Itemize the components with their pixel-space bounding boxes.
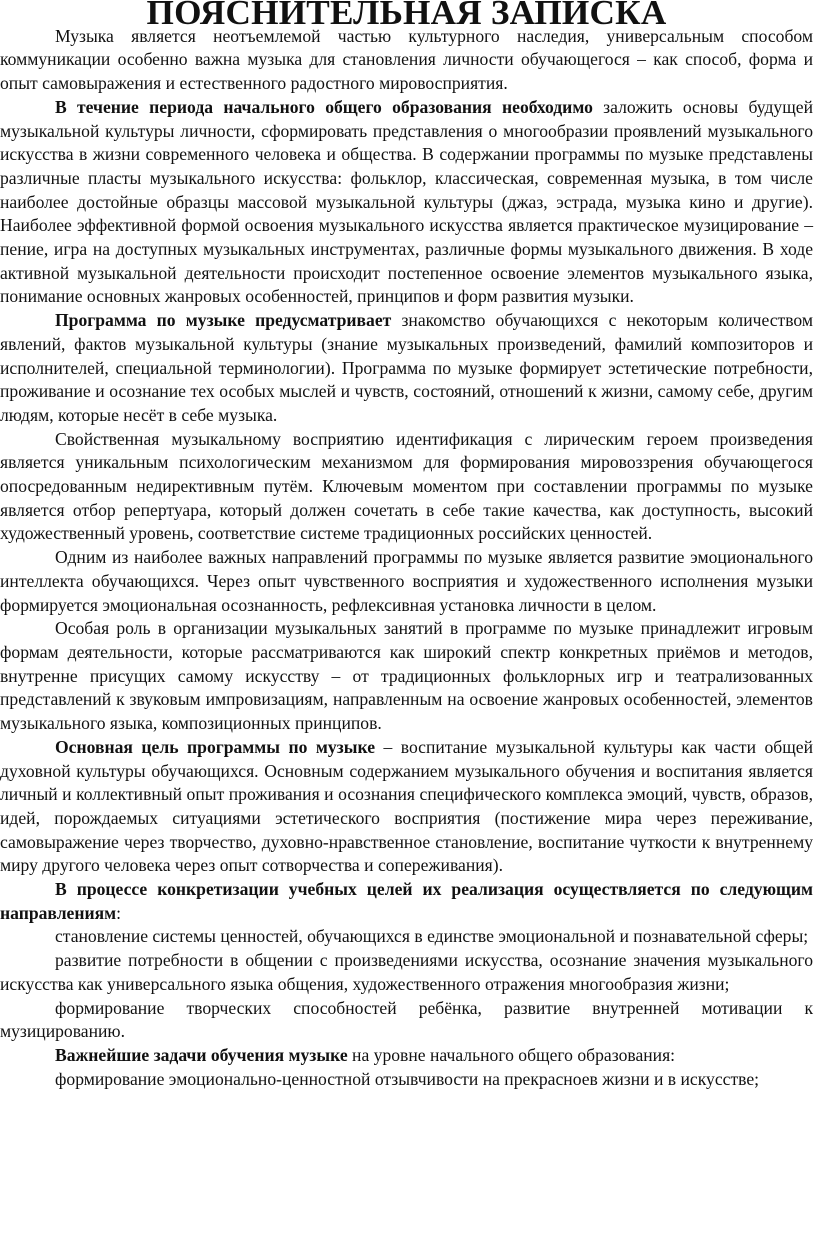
paragraph-text: знакомство обучающихся с некоторым количеством явлений, фактов музыкальной культуры (знание музыкальных произведений, фамилий композиторов и исполнителей, специальной терминологии). Программа по музыке формирует эстетические потребности, проживание и осознание тех особых мыслей и чувств, состояний, отношений к жизни, самому себе, другим людям, которые несёт в себе музыка.	[0, 310, 814, 425]
paragraph-text: Одним из наиболее важных направлений программы по музыке является развитие эмоционального интеллекта обучающихся. Через опыт чувственного восприятия и художественного исполнения музыки формируется эмоциональная осознанность, рефлексивная установка личности в целом.	[0, 547, 813, 615]
paragraph-lead: Программа по музыке предусматривает	[55, 310, 392, 331]
paragraph-text: – воспитание музыкальной культуры как части общей духовной культуры обучающихся. Основным содержанием музыкального обучения и воспитания является личный и коллективный опыт проживания и осознания специфического комплекса эмоций, чувств, образов, идей, порождаемых ситуациями эстетического восприятия (постижение мира через переживание, самовыражение через творчество, духовно-нравственное становление, воспитание чуткости к внутреннему миру другого человека через опыт сотворчества и сопереживания).	[0, 736, 813, 876]
paragraph-text: Музыка является неотъемлемой частью культурного наследия, универсальным способом коммуникации особенно важна музыка для становления личности обучающегося – как способ, форма и опыт самовыражения и естественного радостного мировосприятия.	[0, 25, 813, 94]
paragraph-text: на уровне начального общего образования:	[347, 1044, 676, 1065]
paragraph-game-forms	[0, 617, 813, 736]
paragraph-key-tasks	[0, 1044, 813, 1068]
paragraph-text: заложить основы будущей музыкальной культуры личности, сформировать представления о многообразии проявлений музыкального искусства в жизни современного человека и общества. В содержании программы по музыке представлены различные пласты музыкального искусства: фольклор, классическая, современная музыка, в том числе наиболее достойные образцы массовой музыкальной культуры (джаз, эстрада, музыка кино и другие). Наиболее эффективной формой освоения музыкального искусства является практическое музицирование – пение, игра на доступных музыкальных инструментах, различные формы музыкального движения. В ходе активной музыкальной деятельности происходит постепенное освоение элементов музыкального языка, понимание основных жанровых особенностей, принципов и форм развития музыки.	[0, 96, 813, 307]
paragraph-program-provides	[0, 309, 813, 428]
paragraph-text: Особая роль в организации музыкальных занятий в программе по музыке принадлежит игровым формам деятельности, которые рассматриваются как широкий спектр конкретных приёмов и методов, внутренне присущих самому искусству – от традиционных фольклорных игр и театрализованных представлений к звуковым импровизациям, направленным на освоение жанровых особенностей, элементов музыкального языка, композиционных принципов.	[0, 618, 813, 734]
list-item-creativity	[0, 997, 813, 1044]
paragraph-lead: В течение периода начального общего образования необходимо	[55, 96, 593, 117]
list-item-communication	[0, 949, 813, 996]
paragraph-text: :	[116, 902, 122, 923]
paragraph-lead: Основная цель программы по музыке	[55, 736, 375, 757]
paragraph-text: становление системы ценностей, обучающихся в единстве эмоциональной и познавательной сферы;	[55, 926, 809, 947]
document-title: ПОЯСНИТЕЛЬНАЯ ЗАПИСКА	[146, 0, 667, 32]
paragraph-intro	[0, 25, 813, 96]
list-item-emotional-response	[0, 1068, 813, 1092]
paragraph-emotional-intelligence	[0, 546, 813, 617]
paragraph-text: формирование творческих способностей ребёнка, развитие внутренней мотивации к музицированию.	[0, 997, 813, 1042]
list-item-values	[0, 925, 813, 949]
paragraph-lead: В процессе конкретизации учебных целей их реализация осуществляется по следующим направлениям	[0, 879, 813, 923]
paragraph-lead: Важнейшие задачи обучения музыке	[55, 1044, 348, 1065]
paragraph-main-goal	[0, 736, 813, 878]
paragraph-text: формирование эмоционально-ценностной отзывчивости на прекрасноев жизни и в искусстве;	[55, 1068, 760, 1089]
paragraph-text: Свойственная музыкальному восприятию идентификация с лирическим героем произведения является уникальным психологическим механизмом для формирования мировоззрения обучающегося опосредованным недирективным путём. Ключевым моментом при составлении программы по музыке является отбор репертуара, который должен сочетать в себе такие качества, как доступность, высокий художественный уровень, соответствие системе традиционных российских ценностей.	[0, 428, 813, 544]
paragraph-text: развитие потребности в общении с произведениями искусства, осознание значения музыкального искусства как универсального языка общения, художественного отражения многообразия жизни;	[0, 950, 813, 994]
paragraph-identification	[0, 428, 813, 547]
paragraph-primary-education	[0, 96, 813, 309]
paragraph-directions	[0, 878, 813, 925]
